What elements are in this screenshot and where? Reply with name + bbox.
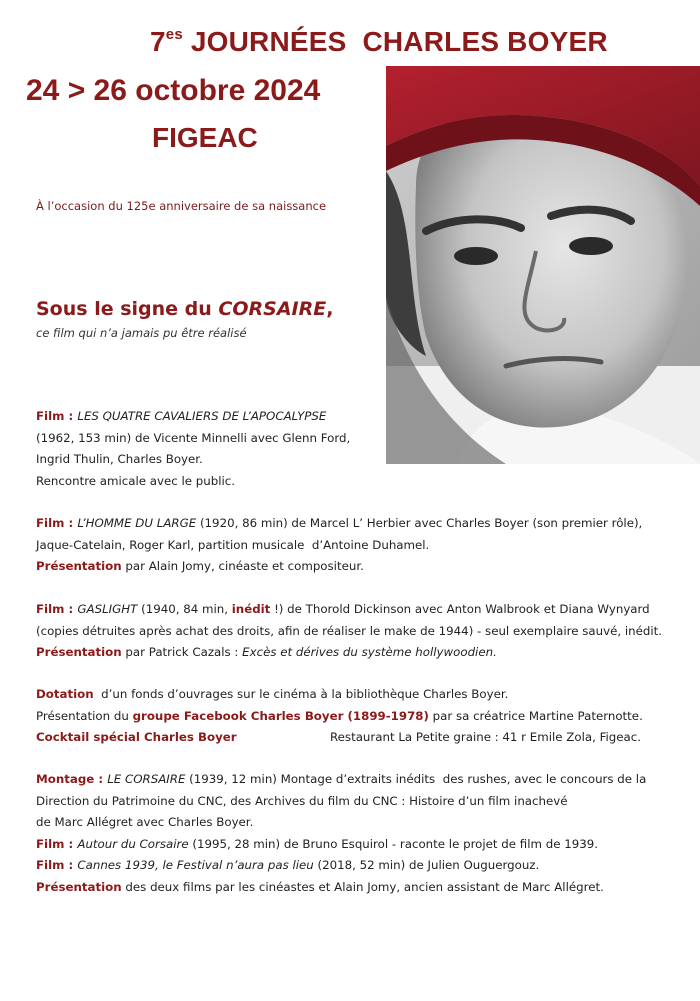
facebook-group: groupe Facebook Charles Boyer (1899-1978) <box>132 708 429 723</box>
film3-pres-label: Présentation <box>36 645 122 659</box>
film3-title: GASLIGHT <box>77 602 138 616</box>
film1-label: Film : <box>36 409 78 423</box>
film2-presentation <box>36 556 642 578</box>
event-dates: 24 > 26 octobre 2024 <box>26 74 321 107</box>
film3-line1 <box>36 599 662 621</box>
dotation-line1 <box>36 684 666 706</box>
film2-title: L’HOMME DU LARGE <box>77 516 197 530</box>
montage-film-a <box>36 834 646 856</box>
montage-line3: de Marc Allégret avec Charles Boyer. <box>36 815 254 829</box>
title-superscript: es <box>165 26 183 43</box>
film1-block <box>36 406 350 492</box>
cocktail-label: Cocktail spécial Charles Boyer <box>36 730 237 744</box>
film-b-title: Cannes 1939, le Festival n’aura pas lieu <box>77 858 314 872</box>
title-rest: JOURNÉES CHARLES BOYER <box>182 26 608 57</box>
occasion-text: À l’occasion du 125e anniversaire de sa naissance <box>36 199 327 213</box>
film2-block <box>36 513 642 578</box>
theme-prefix: Sous le signe du <box>36 298 219 320</box>
dotation-line3 <box>36 727 666 749</box>
film-a-label: Film : <box>36 836 78 851</box>
dotation-block <box>36 684 666 749</box>
theme-heading <box>36 298 333 320</box>
dotation-label: Dotation <box>36 687 94 701</box>
montage-line1-rest: (1939, 12 min) Montage d’extraits inédits des rushes, avec le concours de la <box>185 772 647 786</box>
film3-block <box>36 599 662 664</box>
film2-pres-rest: par Alain Jomy, cinéaste et compositeur. <box>121 559 364 573</box>
film3-presentation <box>36 642 662 664</box>
title-number: 7 <box>150 26 166 57</box>
film1-line4: Rencontre amicale avec le public. <box>36 473 236 488</box>
film2-label: Film : <box>36 516 78 530</box>
portrait-photo <box>386 66 700 464</box>
montage-line2: Direction du Patrimoine du CNC, des Archives du film du CNC : Histoire d’un film inachevé <box>36 793 568 808</box>
montage-film-b <box>36 855 646 877</box>
film2-line1 <box>36 513 642 535</box>
film3-label: Film : <box>36 602 78 616</box>
event-city: FIGEAC <box>152 122 258 153</box>
montage-presentation <box>36 877 646 899</box>
montage-line1 <box>36 769 646 791</box>
film2-line2: Jaque-Catelain, Roger Karl, partition musicale d’Antoine Duhamel. <box>36 537 430 552</box>
montage-label: Montage : <box>36 772 108 786</box>
dotation-line2-b: par sa créatrice Martine Paternotte. <box>428 708 643 723</box>
film3-line2: (copies détruites après achat des droits, afin de réaliser le make de 1944) - seul exemplaire sauvé, inédit. <box>36 623 662 638</box>
film1-line2: (1962, 153 min) de Vicente Minnelli avec Glenn Ford, <box>36 430 351 445</box>
film1-line1 <box>36 406 350 428</box>
montage-block <box>36 769 646 898</box>
montage-pres-rest: des deux films par les cinéastes et Alain Jomy, ancien assistant de Marc Allégret. <box>121 879 604 894</box>
dotation-line2 <box>36 706 666 728</box>
montage-pres-label: Présentation <box>36 879 122 894</box>
film3-line1-a: (1940, 84 min, <box>137 602 232 616</box>
film1-line3: Ingrid Thulin, Charles Boyer. <box>36 452 203 466</box>
film3-pres-italic: Excès et dérives du système hollywoodien. <box>242 645 497 659</box>
theme-comma: , <box>326 298 334 320</box>
film2-pres-label: Présentation <box>36 559 122 573</box>
film3-pres-a: par Patrick Cazals : <box>121 645 243 659</box>
film3-inedit: inédit <box>231 602 271 616</box>
film-a-title: Autour du Corsaire <box>77 836 189 851</box>
montage-title: LE CORSAIRE <box>107 772 186 786</box>
film-b-label: Film : <box>36 858 78 872</box>
theme-subtitle: ce film qui n’a jamais pu être réalisé <box>36 326 247 340</box>
film3-line1-b: !) de Thorold Dickinson avec Anton Walbrook et Diana Wynyard <box>270 602 650 616</box>
film2-line1-rest: (1920, 86 min) de Marcel L’ Herbier avec Charles Boyer (son premier rôle), <box>196 516 643 530</box>
film-b-rest: (2018, 52 min) de Julien Ouguergouz. <box>313 858 540 872</box>
dotation-line1-rest: d’un fonds d’ouvrages sur le cinéma à la bibliothèque Charles Boyer. <box>93 687 509 701</box>
restaurant-info: Restaurant La Petite graine : 41 r Emile Zola, Figeac. <box>330 730 642 744</box>
dotation-line2-a: Présentation du <box>36 708 133 723</box>
film-a-rest: (1995, 28 min) de Bruno Esquirol - raconte le projet de film de 1939. <box>188 836 599 851</box>
theme-corsaire: CORSAIRE <box>218 298 327 320</box>
film1-title: LES QUATRE CAVALIERS DE L’APOCALYPSE <box>77 409 327 423</box>
event-title <box>150 26 608 58</box>
